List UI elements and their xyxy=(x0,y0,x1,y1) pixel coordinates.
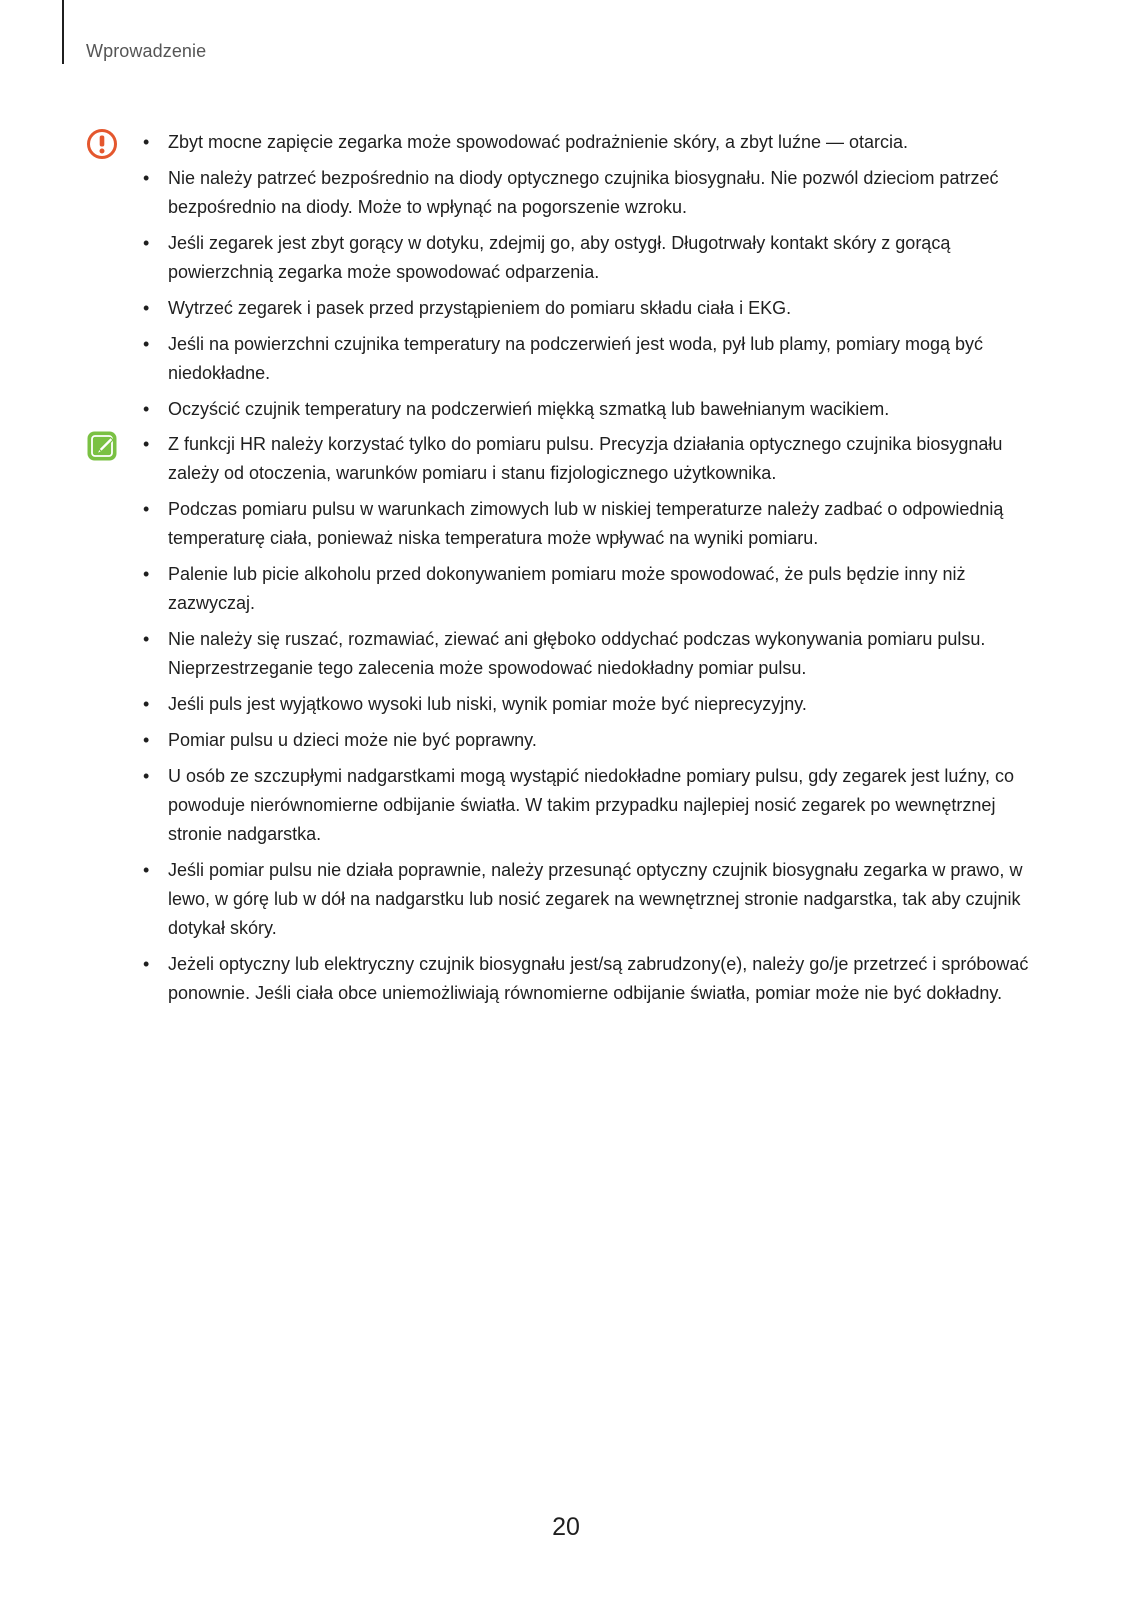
bullet-icon: • xyxy=(143,434,150,454)
bullet-icon: • xyxy=(143,334,150,354)
caution-item xyxy=(143,395,1046,424)
bullet-icon: • xyxy=(143,629,150,649)
bullet-icon: • xyxy=(143,168,150,188)
note-item-text: Jeżeli optyczny lub elektryczny czujnik biosygnału jest/są zabrudzony(e), należy go/je przetrzeć i spróbować ponownie. Jeśli ciała obce uniemożliwiają równomierne odbijanie światła, pomiar może nie być dokładny. xyxy=(168,954,1029,1003)
caution-item-text: Jeśli na powierzchni czujnika temperatury na podczerwień jest woda, pył lub plamy, pomiary mogą być niedokładne. xyxy=(168,334,984,383)
note-item xyxy=(143,856,1046,943)
bullet-icon: • xyxy=(143,954,150,974)
note-item-text: U osób ze szczupłymi nadgarstkami mogą wystąpić niedokładne pomiary pulsu, gdy zegarek jest luźny, co powoduje nierównomierne odbijanie światła. W takim przypadku najlepiej nosić zegarek po wewnętrznej stronie nadgarstka. xyxy=(168,766,1015,844)
caution-item xyxy=(143,164,1046,222)
caution-item-text: Zbyt mocne zapięcie zegarka może spowodować podrażnienie skóry, a zbyt luźne — otarcia. xyxy=(168,132,909,152)
caution-list xyxy=(86,128,1046,424)
caution-item xyxy=(143,128,1046,157)
note-item xyxy=(143,560,1046,618)
note-item xyxy=(143,950,1046,1008)
caution-item xyxy=(143,229,1046,287)
bullet-icon: • xyxy=(143,499,150,519)
caution-notice xyxy=(86,128,1046,431)
caution-item xyxy=(143,294,1046,323)
bullet-icon: • xyxy=(143,399,150,419)
note-item-text: Jeśli pomiar pulsu nie działa poprawnie, należy przesunąć optyczny czujnik biosygnału zegarka w prawo, w lewo, w górę lub w dół na nadgarstku lub nosić zegarek na wewnętrznej stronie nadgarstka, tak aby czujnik dotykał skóry. xyxy=(168,860,1023,938)
page-number: 20 xyxy=(552,1513,580,1541)
bullet-icon: • xyxy=(143,233,150,253)
note-item-text: Podczas pomiaru pulsu w warunkach zimowych lub w niskiej temperaturze należy zadbać o odpowiednią temperaturę ciała, ponieważ niska temperatura może wpływać na wyniki pomiaru. xyxy=(168,499,1004,548)
caution-item-text: Nie należy patrzeć bezpośrednio na diody optycznego czujnika biosygnału. Nie pozwól dzieciom patrzeć bezpośrednio na diody. Może to wpłynąć na pogorszenie wzroku. xyxy=(168,168,999,217)
note-item-text: Nie należy się ruszać, rozmawiać, ziewać ani głęboko oddychać podczas wykonywania pomiaru pulsu. Nieprzestrzeganie tego zalecenia może spowodować niedokładny pomiar pulsu. xyxy=(168,629,986,678)
caution-icon xyxy=(86,128,118,160)
caution-item-text: Jeśli zegarek jest zbyt gorący w dotyku, zdejmij go, aby ostygł. Długotrwały kontakt skóry z gorącą powierzchnią zegarka może spowodować odparzenia. xyxy=(168,233,951,282)
header-rule xyxy=(62,0,64,64)
section-title: Wprowadzenie xyxy=(86,41,207,61)
caution-item-text: Wytrzeć zegarek i pasek przed przystąpieniem do pomiaru składu ciała i EKG. xyxy=(168,298,792,318)
note-item xyxy=(143,726,1046,755)
bullet-icon: • xyxy=(143,766,150,786)
bullet-icon: • xyxy=(143,132,150,152)
bullet-icon: • xyxy=(143,694,150,714)
note-item xyxy=(143,430,1046,488)
note-item xyxy=(143,495,1046,553)
note-item-text: Z funkcji HR należy korzystać tylko do pomiaru pulsu. Precyzja działania optycznego czujnika biosygnału zależy od otoczenia, warunków pomiaru i stanu fizjologicznego użytkownika. xyxy=(168,434,1003,483)
note-icon xyxy=(86,430,118,462)
note-item-text: Pomiar pulsu u dzieci może nie być poprawny. xyxy=(168,730,537,750)
note-item-text: Jeśli puls jest wyjątkowo wysoki lub niski, wynik pomiar może być nieprecyzyjny. xyxy=(168,694,807,714)
bullet-icon: • xyxy=(143,564,150,584)
caution-item xyxy=(143,330,1046,388)
bullet-icon: • xyxy=(143,730,150,750)
note-item xyxy=(143,690,1046,719)
note-list xyxy=(86,430,1046,1008)
note-item-text: Palenie lub picie alkoholu przed dokonywaniem pomiaru może spowodować, że puls będzie inny niż zazwyczaj. xyxy=(168,564,966,613)
caution-item-text: Oczyścić czujnik temperatury na podczerwień miękką szmatką lub bawełnianym wacikiem. xyxy=(168,399,890,419)
note-item xyxy=(143,625,1046,683)
bullet-icon: • xyxy=(143,298,150,318)
note-notice xyxy=(86,430,1046,1015)
note-item xyxy=(143,762,1046,849)
bullet-icon: • xyxy=(143,860,150,880)
